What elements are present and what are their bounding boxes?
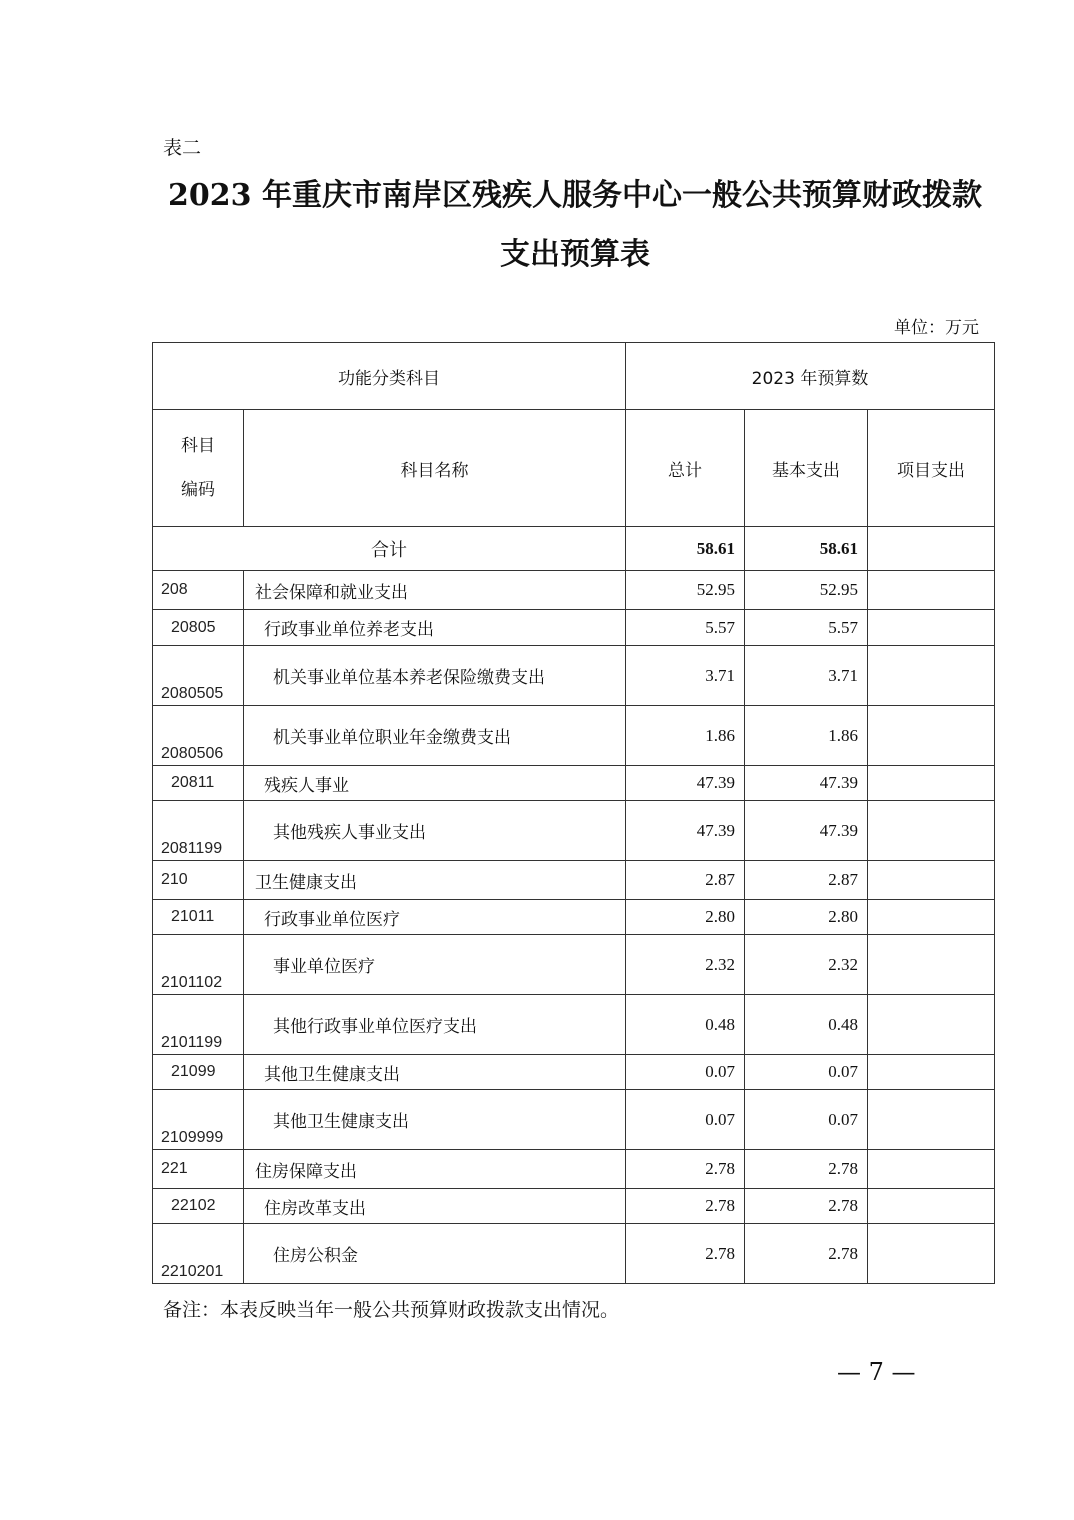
row-total: 2.87 bbox=[626, 861, 745, 900]
row-project bbox=[868, 861, 995, 900]
row-basic: 0.07 bbox=[745, 1090, 868, 1150]
row-code: 221 bbox=[153, 1150, 244, 1189]
unit-label: 单位：万元 bbox=[894, 318, 979, 338]
row-code: 20811 bbox=[153, 766, 244, 801]
table-row bbox=[153, 766, 995, 801]
row-name: 残疾人事业 bbox=[244, 766, 626, 801]
page-number: — 7 — bbox=[837, 1358, 916, 1386]
row-total: 1.86 bbox=[626, 706, 745, 766]
table-row bbox=[153, 706, 995, 766]
header-name: 科目名称 bbox=[244, 410, 626, 527]
row-code: 2080505 bbox=[153, 646, 244, 706]
row-name: 行政事业单位养老支出 bbox=[244, 610, 626, 646]
row-total: 0.07 bbox=[626, 1055, 745, 1090]
table-row bbox=[153, 995, 995, 1055]
row-code: 208 bbox=[153, 571, 244, 610]
row-name: 机关事业单位基本养老保险缴费支出 bbox=[244, 646, 626, 706]
row-name: 其他卫生健康支出 bbox=[244, 1090, 626, 1150]
page-title: 2023 年重庆市南岸区残疾人服务中心一般公共预算财政拨款 bbox=[168, 178, 982, 213]
row-project bbox=[868, 1055, 995, 1090]
row-basic: 2.78 bbox=[745, 1150, 868, 1189]
table-row bbox=[153, 935, 995, 995]
row-total: 5.57 bbox=[626, 610, 745, 646]
header-code-line2: 编码 bbox=[181, 480, 215, 500]
row-name: 其他行政事业单位医疗支出 bbox=[244, 995, 626, 1055]
sum-row bbox=[153, 527, 995, 571]
row-total: 52.95 bbox=[626, 571, 745, 610]
table-row bbox=[153, 1090, 995, 1150]
row-project bbox=[868, 766, 995, 801]
row-code: 21011 bbox=[153, 900, 244, 935]
row-total: 47.39 bbox=[626, 801, 745, 861]
row-basic: 2.78 bbox=[745, 1224, 868, 1284]
row-code: 2210201 bbox=[153, 1224, 244, 1284]
row-project bbox=[868, 1150, 995, 1189]
row-name: 住房改革支出 bbox=[244, 1189, 626, 1224]
row-basic: 0.07 bbox=[745, 1055, 868, 1090]
row-basic: 2.78 bbox=[745, 1189, 868, 1224]
row-total: 0.07 bbox=[626, 1090, 745, 1150]
row-name: 机关事业单位职业年金缴费支出 bbox=[244, 706, 626, 766]
row-project bbox=[868, 995, 995, 1055]
row-basic: 47.39 bbox=[745, 766, 868, 801]
table-row bbox=[153, 610, 995, 646]
header-total: 总计 bbox=[626, 410, 745, 527]
row-project bbox=[868, 900, 995, 935]
row-total: 2.78 bbox=[626, 1224, 745, 1284]
budget-table bbox=[152, 342, 995, 1284]
table-row bbox=[153, 1224, 995, 1284]
row-project bbox=[868, 801, 995, 861]
sum-project bbox=[868, 527, 995, 571]
row-total: 3.71 bbox=[626, 646, 745, 706]
table-row bbox=[153, 861, 995, 900]
row-basic: 52.95 bbox=[745, 571, 868, 610]
row-code: 2109999 bbox=[153, 1090, 244, 1150]
row-name: 其他残疾人事业支出 bbox=[244, 801, 626, 861]
table-row bbox=[153, 646, 995, 706]
table-label: 表二 bbox=[163, 137, 202, 159]
row-project bbox=[868, 935, 995, 995]
table-row bbox=[153, 801, 995, 861]
row-name: 社会保障和就业支出 bbox=[244, 571, 626, 610]
table-row bbox=[153, 571, 995, 610]
row-basic: 2.80 bbox=[745, 900, 868, 935]
header-function-classification: 功能分类科目 bbox=[153, 343, 626, 410]
row-name: 住房保障支出 bbox=[244, 1150, 626, 1189]
row-basic: 0.48 bbox=[745, 995, 868, 1055]
row-code: 2080506 bbox=[153, 706, 244, 766]
row-project bbox=[868, 1224, 995, 1284]
row-project bbox=[868, 1090, 995, 1150]
row-code: 2101102 bbox=[153, 935, 244, 995]
footnote: 备注：本表反映当年一般公共预算财政拨款支出情况。 bbox=[163, 1299, 620, 1321]
sum-label: 合计 bbox=[153, 527, 626, 571]
row-project bbox=[868, 571, 995, 610]
table-row bbox=[153, 1189, 995, 1224]
row-total: 0.48 bbox=[626, 995, 745, 1055]
row-total: 2.78 bbox=[626, 1189, 745, 1224]
table-row bbox=[153, 900, 995, 935]
row-code: 21099 bbox=[153, 1055, 244, 1090]
row-project bbox=[868, 1189, 995, 1224]
header-column-row bbox=[153, 410, 995, 527]
row-total: 2.78 bbox=[626, 1150, 745, 1189]
row-name: 卫生健康支出 bbox=[244, 861, 626, 900]
row-total: 47.39 bbox=[626, 766, 745, 801]
header-code bbox=[153, 410, 244, 527]
header-basic: 基本支出 bbox=[745, 410, 868, 527]
header-code-line1: 科目 bbox=[181, 436, 215, 456]
row-basic: 3.71 bbox=[745, 646, 868, 706]
row-total: 2.80 bbox=[626, 900, 745, 935]
sum-total: 58.61 bbox=[626, 527, 745, 571]
header-project: 项目支出 bbox=[868, 410, 995, 527]
row-code: 210 bbox=[153, 861, 244, 900]
header-budget-year: 2023 年预算数 bbox=[626, 343, 995, 410]
row-name: 行政事业单位医疗 bbox=[244, 900, 626, 935]
row-name: 其他卫生健康支出 bbox=[244, 1055, 626, 1090]
row-name: 事业单位医疗 bbox=[244, 935, 626, 995]
row-basic: 47.39 bbox=[745, 801, 868, 861]
sum-basic: 58.61 bbox=[745, 527, 868, 571]
row-project bbox=[868, 706, 995, 766]
row-code: 2101199 bbox=[153, 995, 244, 1055]
row-basic: 5.57 bbox=[745, 610, 868, 646]
row-total: 2.32 bbox=[626, 935, 745, 995]
row-project bbox=[868, 610, 995, 646]
page-title-line2: 支出预算表 bbox=[500, 237, 650, 272]
row-basic: 1.86 bbox=[745, 706, 868, 766]
row-code: 20805 bbox=[153, 610, 244, 646]
header-group-row bbox=[153, 343, 995, 410]
row-project bbox=[868, 646, 995, 706]
table-row bbox=[153, 1150, 995, 1189]
row-name: 住房公积金 bbox=[244, 1224, 626, 1284]
row-basic: 2.32 bbox=[745, 935, 868, 995]
row-code: 2081199 bbox=[153, 801, 244, 861]
row-code: 22102 bbox=[153, 1189, 244, 1224]
table-row bbox=[153, 1055, 995, 1090]
row-basic: 2.87 bbox=[745, 861, 868, 900]
